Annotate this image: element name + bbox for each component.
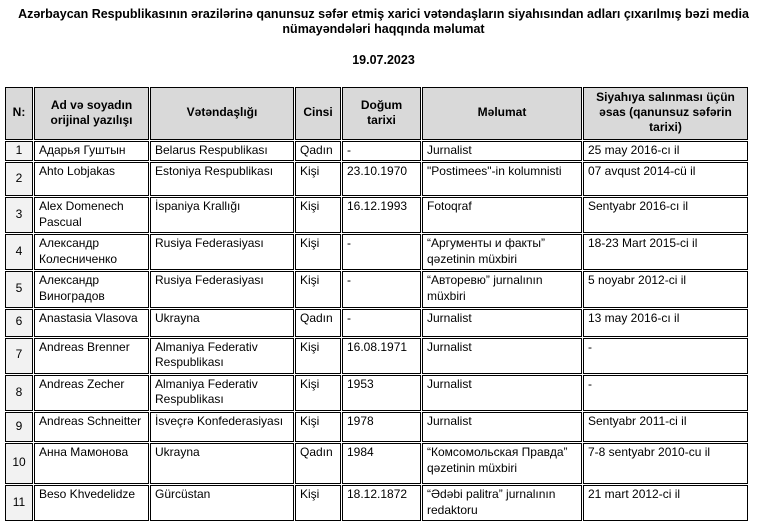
row-number-cell: 8: [5, 375, 33, 411]
table-body: [5, 141, 748, 522]
table-row: [5, 234, 748, 270]
table-cell: Sentyabr 2016-cı il: [583, 197, 748, 233]
table-cell: Адарья Гуштын: [34, 141, 149, 162]
table-cell: İsveçrə Konfederasiyası: [150, 412, 294, 442]
info-table: [4, 86, 749, 523]
column-header: Vətəndaşlığı: [150, 87, 294, 140]
table-cell: Jurnalist: [422, 141, 582, 162]
column-header: Məlumat: [422, 87, 582, 140]
table-cell: Andreas Schneitter: [34, 412, 149, 442]
table-cell: Jurnalist: [422, 309, 582, 337]
table-cell: -: [583, 375, 748, 411]
table-cell: Almaniya Federativ Respublikası: [150, 375, 294, 411]
table-cell: Qadın: [295, 309, 341, 337]
row-number-cell: 6: [5, 309, 33, 337]
table-cell: Jurnalist: [422, 338, 582, 374]
table-cell: "Postimees"-in kolumnisti: [422, 162, 582, 196]
table-cell: İspaniya Krallığı: [150, 197, 294, 233]
table-cell: Qadın: [295, 141, 341, 162]
table-row: [5, 271, 748, 307]
table-cell: Александр Колесниченко: [34, 234, 149, 270]
table-cell: “Ədəbi palitra” jurnalının redaktoru: [422, 485, 582, 521]
row-number-cell: 11: [5, 485, 33, 521]
table-cell: 1953: [342, 375, 421, 411]
row-number-cell: 4: [5, 234, 33, 270]
table-cell: 13 may 2016-cı il: [583, 309, 748, 337]
table-cell: Rusiya Federasiyası: [150, 234, 294, 270]
row-number-cell: 7: [5, 338, 33, 374]
table-row: [5, 485, 748, 521]
table-cell: Kişi: [295, 234, 341, 270]
table-cell: 07 avqust 2014-cü il: [583, 162, 748, 196]
column-header: N:: [5, 87, 33, 140]
table-cell: Анна Мамонова: [34, 443, 149, 484]
table-cell: Almaniya Federativ Respublikası: [150, 338, 294, 374]
table-cell: -: [342, 271, 421, 307]
column-header: Cinsi: [295, 87, 341, 140]
table-cell: 23.10.1970: [342, 162, 421, 196]
table-row: [5, 141, 748, 162]
table-cell: Estoniya Respublikası: [150, 162, 294, 196]
table-cell: “Авторевю” jurnalının müxbiri: [422, 271, 582, 307]
row-number-cell: 3: [5, 197, 33, 233]
document-title: Azərbaycan Respublikasının ərazilərinə qanunsuz səfər etmiş xarici vətəndaşların siyahısından adları çıxarılmış bəzi media nümayəndələri haqqında məlumat: [18, 7, 749, 37]
table-cell: -: [342, 234, 421, 270]
table-cell: 5 noyabr 2012-ci il: [583, 271, 748, 307]
table-cell: 21 mart 2012-ci il: [583, 485, 748, 521]
table-row: [5, 162, 748, 196]
table-row: [5, 197, 748, 233]
table-cell: Kişi: [295, 412, 341, 442]
table-cell: -: [342, 141, 421, 162]
table-cell: Andreas Zecher: [34, 375, 149, 411]
table-cell: Belarus Respublikası: [150, 141, 294, 162]
table-cell: Kişi: [295, 271, 341, 307]
table-cell: Sentyabr 2011-ci il: [583, 412, 748, 442]
table-cell: Alex Domenech Pascual: [34, 197, 149, 233]
table-cell: 25 may 2016-cı il: [583, 141, 748, 162]
table-cell: Kişi: [295, 375, 341, 411]
table-row: [5, 309, 748, 337]
table-cell: Kişi: [295, 338, 341, 374]
table-cell: 18.12.1872: [342, 485, 421, 521]
table-row: [5, 412, 748, 442]
table-cell: Anastasia Vlasova: [34, 309, 149, 337]
table-row: [5, 375, 748, 411]
table-cell: Kişi: [295, 162, 341, 196]
table-cell: Александр Виноградов: [34, 271, 149, 307]
table-cell: 18-23 Mart 2015-ci il: [583, 234, 748, 270]
table-cell: Jurnalist: [422, 375, 582, 411]
table-cell: -: [583, 338, 748, 374]
table-cell: Fotoqraf: [422, 197, 582, 233]
table-cell: 1984: [342, 443, 421, 484]
table-cell: “Комсомольская Правда” qəzetinin müxbiri: [422, 443, 582, 484]
table-cell: Jurnalist: [422, 412, 582, 442]
table-cell: “Аргументы и факты” qəzetinin müxbiri: [422, 234, 582, 270]
table-cell: Ukrayna: [150, 309, 294, 337]
table-row: [5, 338, 748, 374]
table-cell: -: [342, 309, 421, 337]
document-date: 19.07.2023: [352, 52, 415, 67]
table-cell: Rusiya Federasiyası: [150, 271, 294, 307]
table-cell: Beso Khvedelidze: [34, 485, 149, 521]
table-cell: Qadın: [295, 443, 341, 484]
table-row: [5, 443, 748, 484]
row-number-cell: 9: [5, 412, 33, 442]
table-cell: 1978: [342, 412, 421, 442]
table-header-row: [5, 87, 748, 140]
table-cell: 7-8 sentyabr 2010-cu il: [583, 443, 748, 484]
table-cell: Gürcüstan: [150, 485, 294, 521]
row-number-cell: 10: [5, 443, 33, 484]
column-header: Ad və soyadın orijinal yazılışı: [34, 87, 149, 140]
table-cell: Kişi: [295, 485, 341, 521]
table-cell: Andreas Brenner: [34, 338, 149, 374]
table-cell: 16.08.1971: [342, 338, 421, 374]
column-header: Siyahıya salınması üçün əsas (qanunsuz səfərin tarixi): [583, 87, 748, 140]
row-number-cell: 2: [5, 162, 33, 196]
table-cell: Ahto Lobjakas: [34, 162, 149, 196]
column-header: Doğum tarixi: [342, 87, 421, 140]
table-cell: Kişi: [295, 197, 341, 233]
table-cell: 16.12.1993: [342, 197, 421, 233]
row-number-cell: 5: [5, 271, 33, 307]
row-number-cell: 1: [5, 141, 33, 162]
table-header: [5, 87, 748, 140]
table-cell: Ukrayna: [150, 443, 294, 484]
